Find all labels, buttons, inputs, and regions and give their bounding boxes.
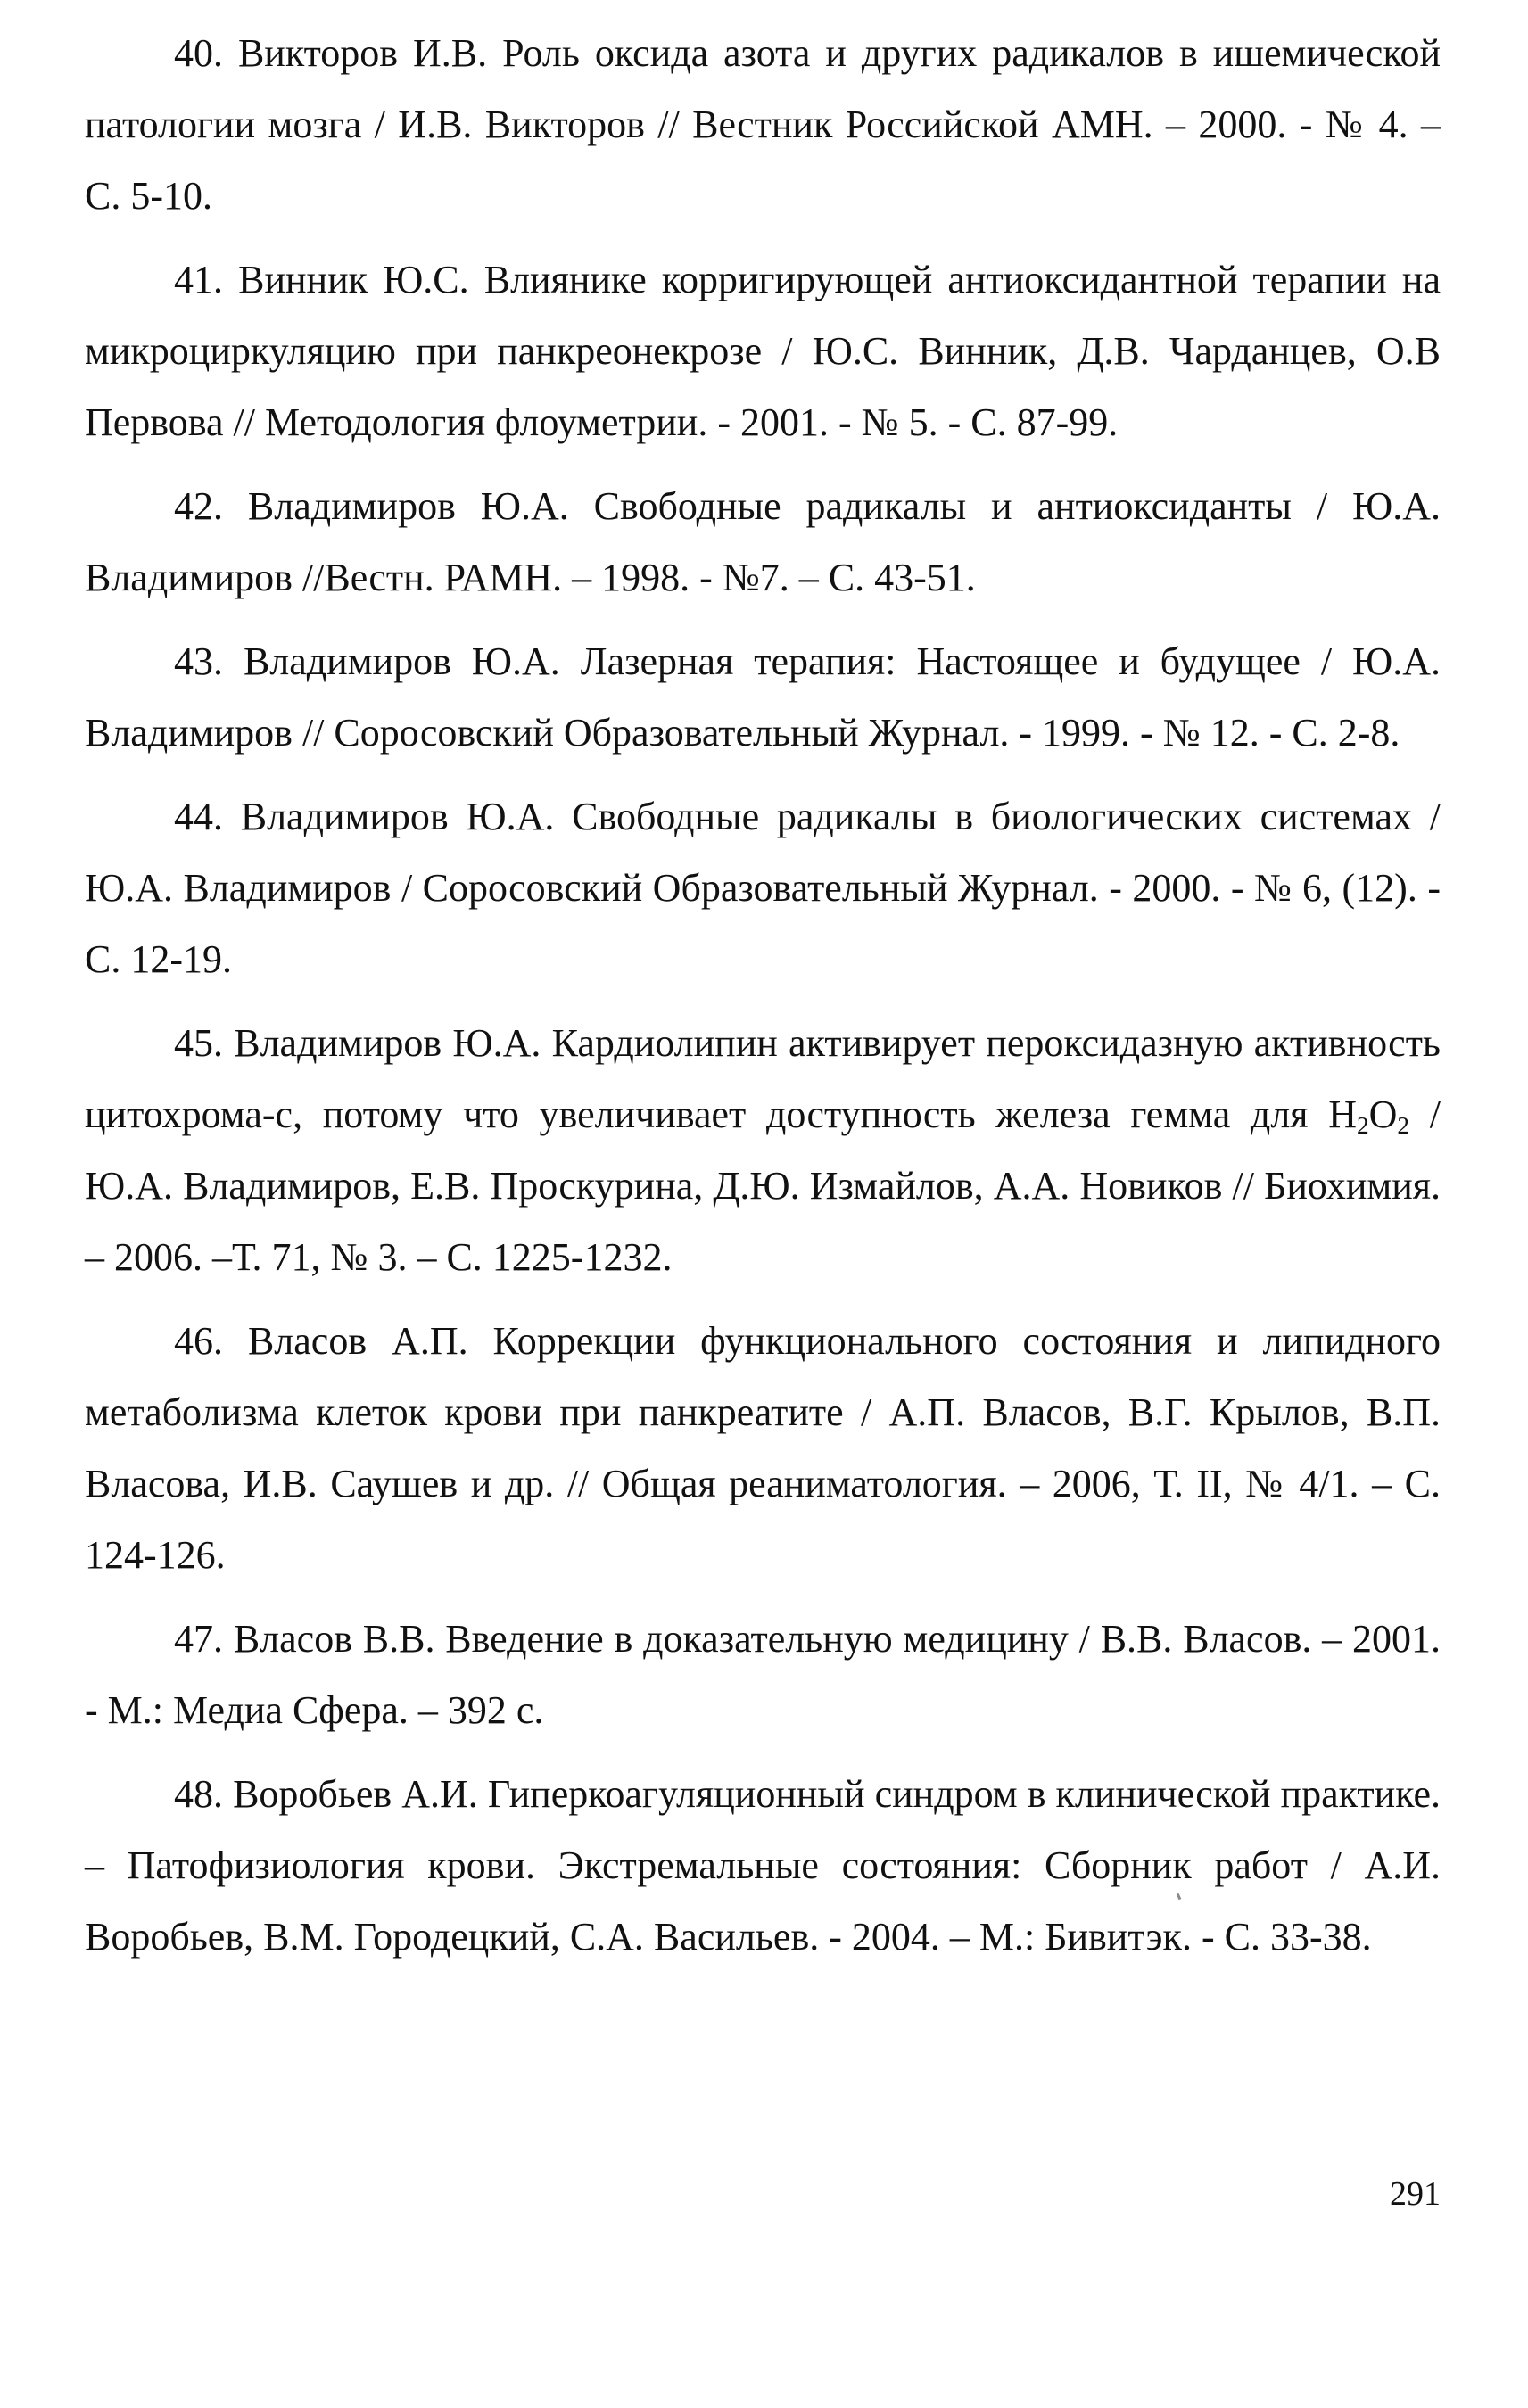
reference-item-44 <box>85 781 1441 995</box>
reference-number: 44. <box>174 795 223 838</box>
reference-text: Воробьев А.И. Гиперкоагуляционный синдром в клинической практике. – Патофизиология крови. Экстремальные состояния: Сборник работ / А.И. Воробьев, В.М. Городецкий, С.А. Васильев. - 2004. – М.: Бивитэк. - С. 33-38. <box>85 1772 1441 1959</box>
reference-text: Власов А.П. Коррекции функционального состояния и липидного метаболизма клеток крови при панкреатите / А.П. Власов, В.Г. Крылов, В.П. Власова, И.В. Саушев и др. // Общая реаниматология. – 2006, Т. II, № 4/1. – С. 124-126. <box>85 1319 1441 1577</box>
reference-number: 43. <box>174 639 223 683</box>
reference-number: 40. <box>174 31 223 75</box>
reference-list <box>85 18 1441 1973</box>
reference-number: 42. <box>174 484 223 528</box>
reference-number: 48. <box>174 1772 223 1816</box>
reference-item-41 <box>85 244 1441 458</box>
subscript: 2 <box>1357 1111 1369 1139</box>
reference-item-43 <box>85 626 1441 769</box>
reference-text: Владимиров Ю.А. Свободные радикалы и антиоксиданты / Ю.А. Владимиров //Вестн. РАМН. – 1998. - №7. – С. 43-51. <box>85 484 1441 599</box>
reference-text: Владимиров Ю.А. Свободные радикалы в биологических системах / Ю.А. Владимиров / Соросовский Образовательный Журнал. - 2000. - № 6, (12). - С. 12-19. <box>85 795 1441 981</box>
reference-text-part: Владимиров Ю.А. Кардиолипин активирует пероксидазную активность цитохрома-с, потому что увеличивает доступность железа гемма для H <box>85 1021 1441 1136</box>
reference-text: Власов В.В. Введение в доказательную медицину / В.В. Власов. – 2001. - М.: Медиа Сфера. – 392 с. <box>85 1617 1441 1732</box>
subscript: 2 <box>1397 1111 1410 1139</box>
reference-text: Винник Ю.С. Влиянике корригирующей антиоксидантной терапии на микроциркуляцию при панкреонекрозе / Ю.С. Винник, Д.В. Чарданцев, О.В Первова // Методология флоуметрии. - 2001. - № 5. - С. 87-99. <box>85 258 1441 444</box>
reference-item-47 <box>85 1604 1441 1746</box>
reference-item-46 <box>85 1306 1441 1591</box>
reference-number: 47. <box>174 1617 223 1661</box>
reference-number: 41. <box>174 258 223 301</box>
page-number: 291 <box>1390 2175 1441 2213</box>
reference-text-part: O <box>1368 1093 1398 1136</box>
reference-text: Викторов И.В. Роль оксида азота и других радикалов в ишемической патологии мозга / И.В. Викторов // Вестник Российской АМН. – 2000. - № 4. – С. 5-10. <box>85 31 1441 218</box>
reference-number: 45. <box>174 1021 223 1065</box>
reference-text: Владимиров Ю.А. Лазерная терапия: Настоящее и будущее / Ю.А. Владимиров // Соросовский Образовательный Журнал. - 1999. - № 12. - С. 2-8. <box>85 639 1441 755</box>
reference-item-40 <box>85 18 1441 232</box>
reference-text-part: / Ю.А. Владимиров, Е.В. Проскурина, Д.Ю. Измайлов, А.А. Новиков // Биохимия. – 2006. –Т. 71, № 3. – С. 1225-1232. <box>85 1093 1441 1279</box>
reference-item-45 <box>85 1008 1441 1293</box>
reference-item-48 <box>85 1759 1441 1973</box>
reference-number: 46. <box>174 1319 223 1363</box>
reference-item-42 <box>85 471 1441 614</box>
